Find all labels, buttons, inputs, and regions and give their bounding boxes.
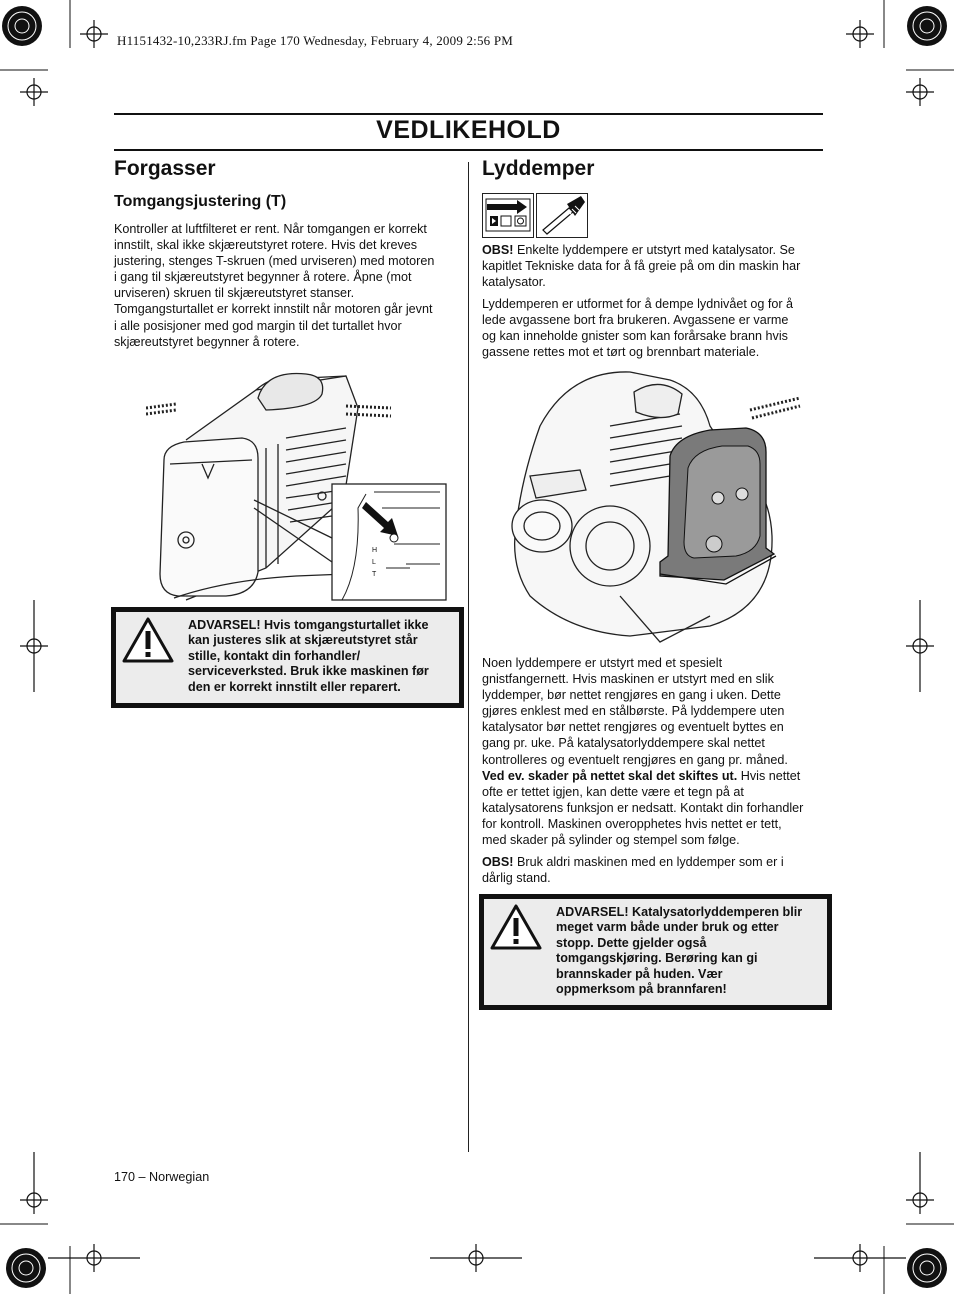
text-line: serviceverksted. Bruk ikke maskinen før: [188, 664, 429, 679]
text-line: katalysatorens funksjon er nedsatt. Kontakt din forhandler: [482, 800, 804, 815]
warning-text-right: [556, 905, 826, 997]
text-line: brannskader på huden. Vær: [556, 966, 723, 981]
text-line: urviseren) skruen til skjæreutstyret stanser.: [114, 286, 355, 301]
muffler-illustration: [510, 366, 802, 650]
wire-brush-icon: [536, 193, 588, 238]
warning-text-left: [188, 618, 456, 695]
text-line: stopp. Dette gjelder også: [556, 935, 707, 950]
inset-label: T: [372, 571, 377, 578]
spark-arrestor-text: [482, 655, 827, 848]
text-span: Enkelte lyddempere er utstyrt med katalysator. Se: [513, 243, 795, 257]
left-body-text: [114, 221, 459, 350]
heading-forgasser: Forgasser: [114, 157, 216, 180]
warning-triangle-icon: [121, 616, 175, 664]
text-line: justering, stenges T-skruen (med urviseren) med motoren: [114, 254, 435, 269]
text-line: ofte er tettet igjen, kan dette være et tegn på at: [482, 784, 744, 799]
text-line: katalysator bør nettet rengjøres og eventuelt byttes en: [482, 720, 784, 735]
text-span: Bruk aldri maskinen med en lyddemper som er i: [513, 855, 784, 869]
text-line: gnistfangernett. Hvis maskinen er utstyrt med en slik: [482, 672, 774, 687]
text-line: [482, 854, 827, 870]
text-line: gjøres enklest med en stålbørste. På lyddempere uten: [482, 704, 785, 719]
text-line: Kontroller at luftfilteret er rent. Når tomgangen er korrekt: [114, 222, 427, 236]
text-line: og kan inneholde gnister som kan forårsake brann hvis: [482, 329, 788, 344]
inset-label: L: [372, 559, 376, 566]
obs-note-1: [482, 242, 827, 290]
text-line: kontrolleres og eventuelt rengjøres en gang pr. måned.: [482, 752, 788, 767]
column-divider: [468, 162, 469, 1152]
text-line: med skader på sylinder og stempel som følge.: [482, 833, 740, 848]
text-line: i gang til skjæreutstyret begynner å rotere. Åpne (mot: [114, 270, 412, 285]
text-line: stille, kontakt din forhandler/: [188, 648, 361, 663]
text-line: lede avgassene bort fra brukeren. Avgassene er varme: [482, 313, 789, 328]
text-line: kapitlet Tekniske data for å få greie på om din maskin har: [482, 259, 801, 274]
text-line: ADVARSEL! Katalysatorlyddemperen blir: [556, 905, 803, 919]
text-line: Tomgangsturtallet er korrekt innstilt når motoren går jevnt: [114, 302, 433, 317]
text-line: lyddemper, bør nettet rengjøres en gang i uken. Dette: [482, 688, 781, 703]
heading-lyddemper: Lyddemper: [482, 157, 595, 180]
text-line: i alle posisjoner med god margin til det turtallet hvor: [114, 318, 402, 333]
text-line: kan justeres slik at skjæreutstyret står: [188, 633, 418, 648]
text-line: Lyddemperen er utformet for å dempe lydnivået og for å: [482, 297, 794, 311]
muffler-description: [482, 296, 827, 360]
text-line: oppmerksom på brannfaren!: [556, 982, 727, 997]
file-header-line: H1151432-10,233RJ.fm Page 170 Wednesday, February 4, 2009 2:56 PM: [117, 33, 514, 48]
carburetor-illustration: [146, 368, 448, 602]
warning-triangle-icon: [489, 903, 543, 951]
page-title: VEDLIKEHOLD: [376, 116, 561, 144]
arrow-page-icon: [482, 193, 534, 238]
obs-note-2: [482, 854, 827, 886]
title-rule-top: [114, 113, 823, 115]
text-line: [482, 242, 827, 258]
text-line: innstilt, skal ikke skjæreutstyret rotere. Hvis det kreves: [114, 238, 418, 253]
text-line: for kontroll. Maskinen overopphetes hvis nettet er tett,: [482, 816, 782, 831]
title-rule-bottom: [114, 149, 823, 151]
text-span: Hvis nettet: [737, 768, 801, 783]
inset-label: H: [372, 547, 378, 554]
obs-label: OBS!: [482, 855, 514, 869]
text-line: den er korrekt innstilt eller reparert.: [188, 679, 401, 694]
text-line: skjæreutstyret begynner å rotere.: [114, 334, 300, 349]
text-line: Noen lyddempere er utstyrt med et spesielt: [482, 656, 723, 670]
page-number: 170 – Norwegian: [114, 1170, 210, 1184]
text-line: gassene rettes mot et tørt og brennbart materiale.: [482, 345, 760, 360]
obs-label: OBS!: [482, 243, 514, 257]
text-line: meget varm både under bruk og etter: [556, 920, 779, 935]
subheading-tomgangsjustering: Tomgangsjustering (T): [114, 193, 287, 210]
text-line: ADVARSEL! Hvis tomgangsturtallet ikke: [188, 618, 429, 632]
text-line: dårlig stand.: [482, 871, 551, 886]
text-line: [482, 768, 827, 784]
text-line: gang pr. uke. På katalysatorlyddempere skal nettet: [482, 736, 765, 751]
emphasis-text: Ved ev. skader på nettet skal det skiftes ut.: [482, 768, 738, 783]
text-line: tomgangskjøring. Berøring kan gi: [556, 951, 758, 966]
text-line: katalysator.: [482, 275, 546, 290]
